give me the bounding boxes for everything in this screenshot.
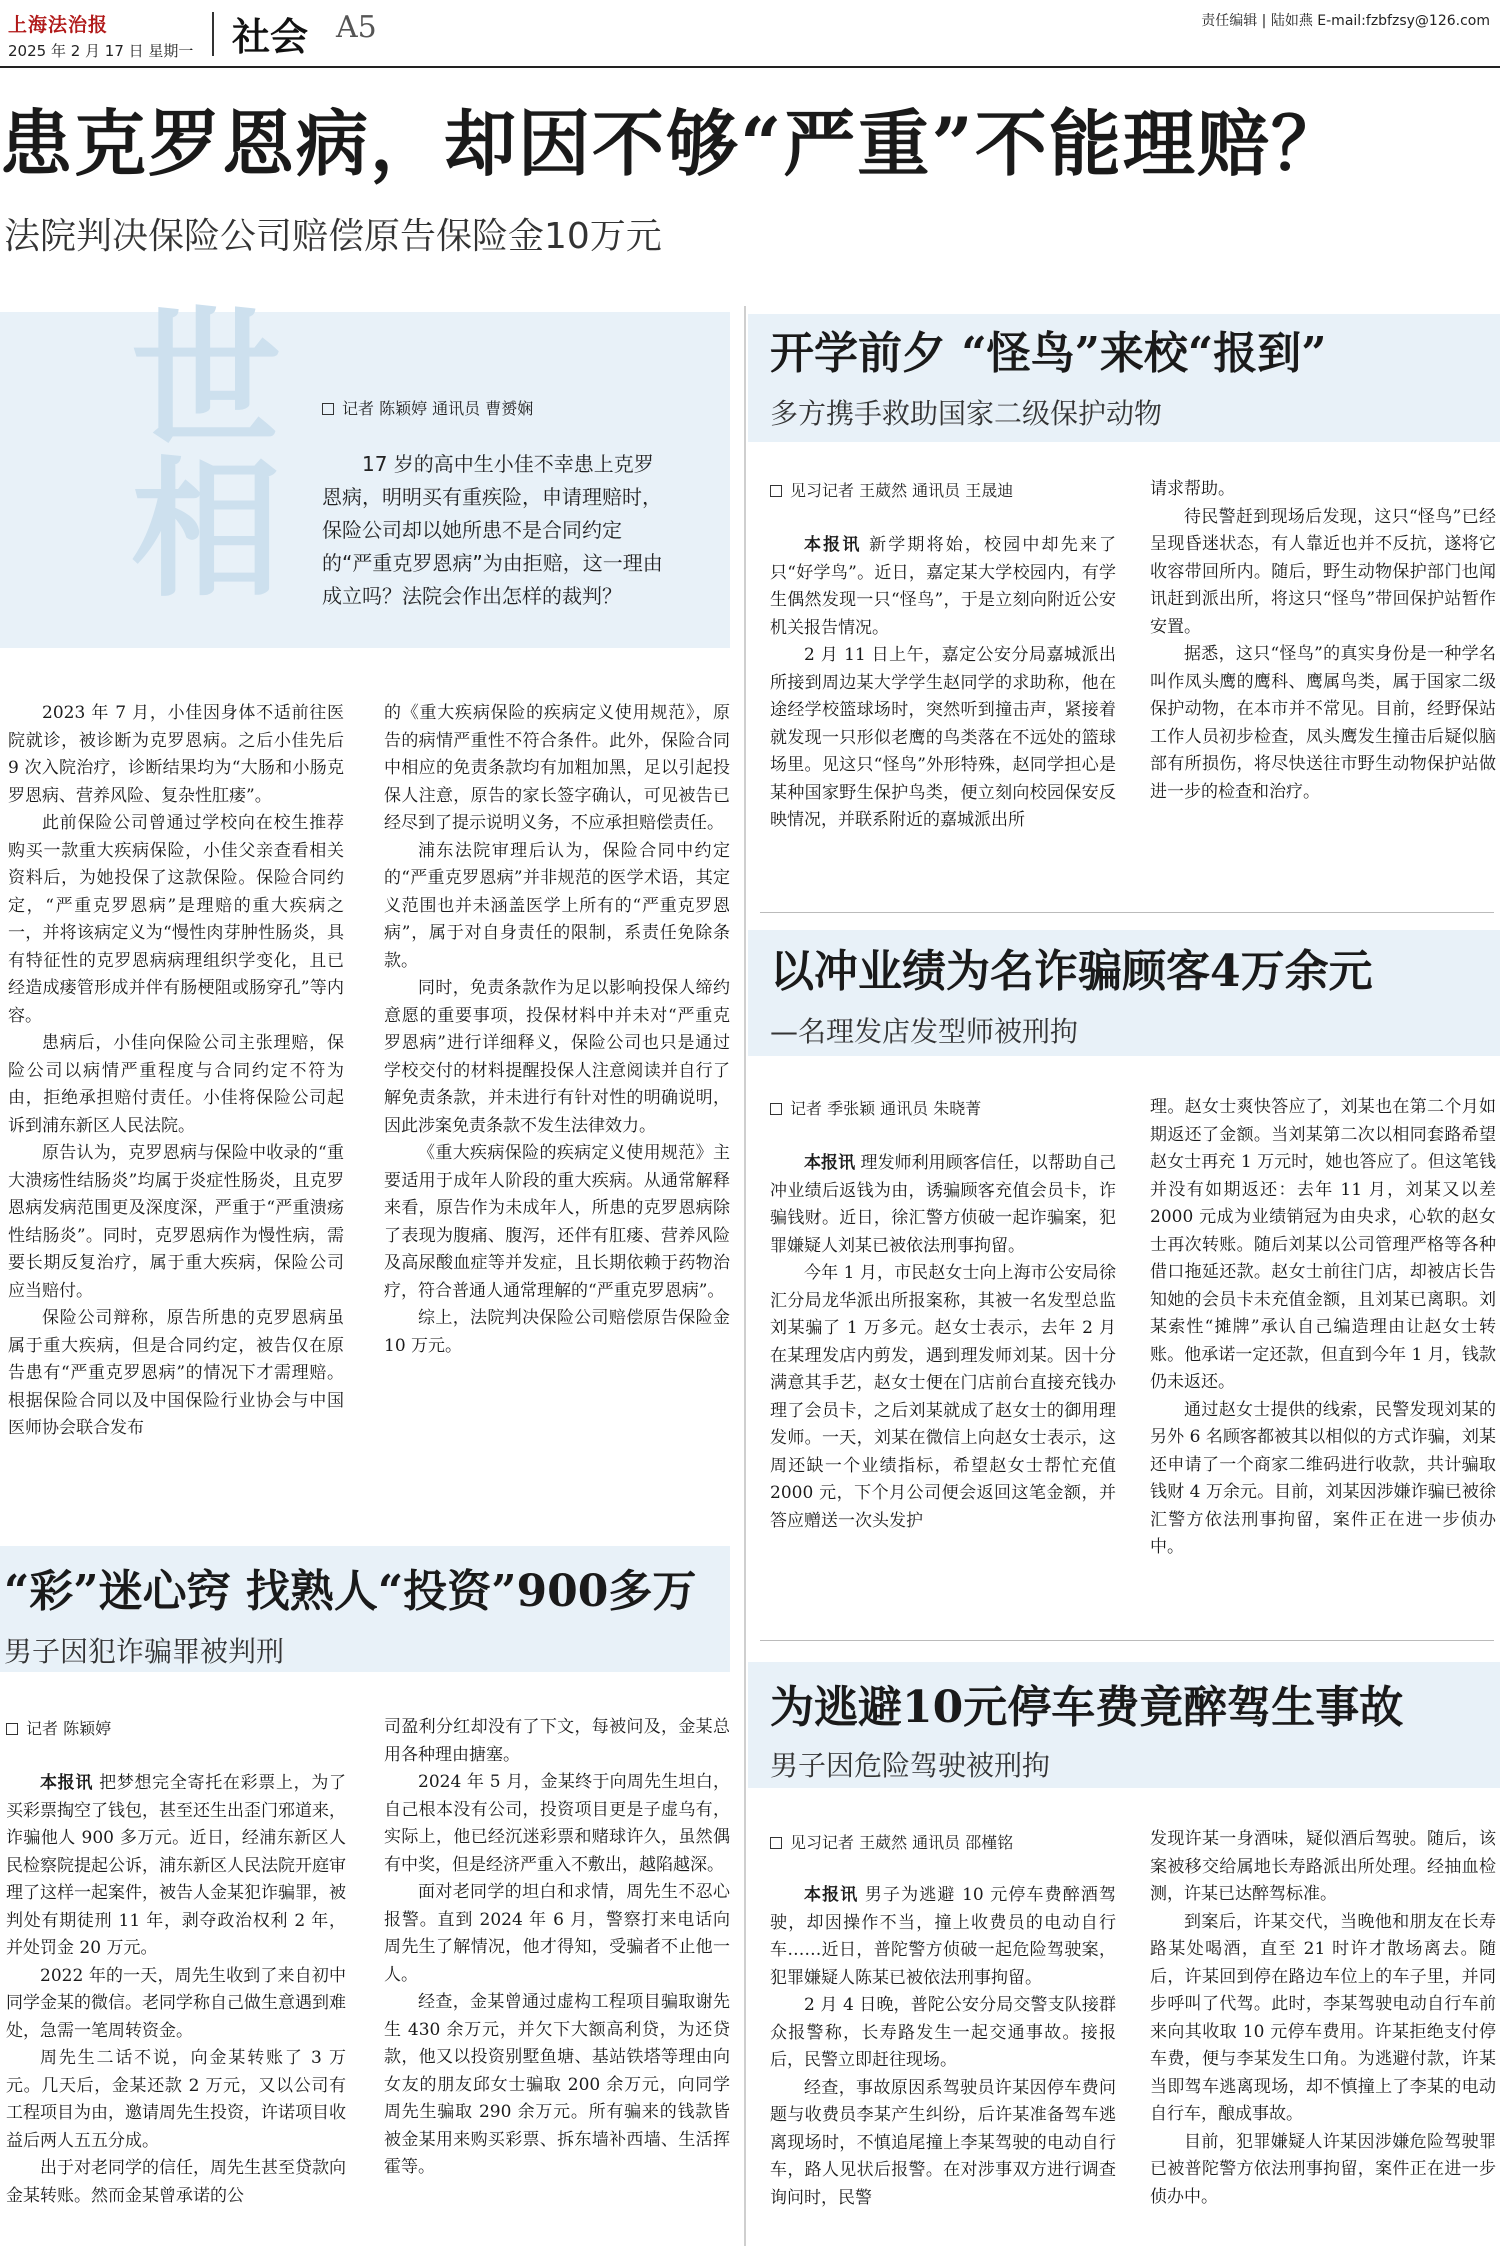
paragraph: 此前保险公司曾通过学校向在校生推荐购买一款重大疾病保险，小佳父亲查看相关资料后，为她投保了这款保险。保险合同约定，“严重克罗恩病”是理赔的重大疾病之一，并将该病定义为“慢性肉芽肿性肠炎，具有特征性的克罗恩病病理组织学变化，且已经造成瘘管形成并伴有肠梗阻或肠穿孔”等内容。 [8, 813, 344, 1026]
issue-date: 2025 年 2 月 17 日 星期一 [8, 42, 194, 60]
paragraph: 2 月 11 日上午，嘉定公安分局嘉城派出所接到周边某大学学生赵同学的求助称，他在途经学校篮球场时，突然听到撞击声，紧接着就发现一只形似老鹰的鸟类落在不远处的篮球场里。见这只“怪鸟”外形特殊，赵同学担心是某种国家野生保护鸟类，便立刻向校园保安反映情况，并联系附近的嘉城派出所 [770, 645, 1116, 830]
lottery-byline [6, 1716, 111, 1739]
paragraph: 患病后，小佳向保险公司主张理赔，保险公司以病情严重程度与合同约定不符为由，拒绝承担赔付责任。小佳将保险公司起诉到浦东新区人民法院。 [8, 1033, 344, 1136]
salon-headline: 以冲业绩为名诈骗顾客4万余元 [770, 946, 1373, 997]
paragraph: 通过赵女士提供的线索，民警发现刘某的另外 6 名顾客都被其以相似的方式诈骗，刘某还申请了一个商家二维码进行收款，共计骗取钱财 4 万余元。目前，刘某因涉嫌诈骗已被徐汇警方依法刑事拘留，案件正在进一步侦办中。 [1150, 1399, 1496, 1557]
paragraph: 面对老同学的坦白和求情，周先生不忍心报警。直到 2024 年 6 月，警察打来电话向周先生了解情况，他才得知，受骗者不止他一人。 [384, 1882, 730, 1985]
section-rule [760, 1640, 1494, 1641]
paragraph: 2023 年 7 月，小佳因身体不适前往医院就诊，被诊断为克罗恩病。之后小佳先后 9 次入院治疗，诊断结果均为“大肠和小肠克罗恩病、营养风险、复杂性肛瘘”。 [8, 703, 344, 806]
bird-subheadline: 多方携手救助国家二级保护动物 [770, 397, 1163, 430]
newspaper-logo: 上海法治报 [8, 14, 109, 36]
paragraph: 原告认为，克罗恩病与保险中收录的“重大溃疡性结肠炎”均属于炎症性肠炎，且克罗恩病发病范围更及深度深，严重于“严重溃疡性结肠炎”。同时，克罗恩病作为慢性病，需要长期反复治疗，属于重大疾病，保险公司应当赔付。 [8, 1143, 344, 1301]
paragraph: 保险公司辩称，原告所患的克罗恩病虽属于重大疾病，但是合同约定，被告仅在原告患有“严重克罗恩病”的情况下才需理赔。根据保险合同以及中国保险行业协会与中国医师协会联合发布 [8, 1308, 344, 1438]
paragraph: 2 月 4 日晚，普陀公安分局交警支队接群众报警称，长寿路发生一起交通事故。接报后，民警立即赶往现场。 [770, 1995, 1116, 2070]
parking-headline: 为逃避10元停车费竟醉驾生事故 [770, 1682, 1404, 1733]
top-rule [0, 66, 1500, 68]
dateline: 本报讯 [804, 1153, 856, 1173]
lottery-subheadline: 男子因犯诈骗罪被判刑 [4, 1635, 285, 1668]
bird-col2 [1150, 476, 1496, 806]
section-name: 社会 [232, 15, 309, 59]
paragraph: 的《重大疾病保险的疾病定义使用规范》，原告的病情严重性不符合条件。此外，保险合同中相应的免责条款均有加粗加黑，足以引起投保人注意，原告的家长签字确认，可见被告已经尽到了提示说明义务，不应承担赔偿责任。 [384, 703, 730, 833]
salon-byline [770, 1096, 981, 1119]
paragraph: 理。赵女士爽快答应了，刘某也在第二个月如期返还了金额。当刘某第二次以相同套路希望赵女士再充 1 万元时，她也答应了。但这笔钱并没有如期返还：去年 11 月，刘某又以差 2000 元成为业绩销冠为由央求，心软的赵女士再次转账。随后刘某以公司管理严格等各种借口拖延还款。赵女士前往门店，却被店长告知她的会员卡未充值金额，且刘某已离职。刘某索性“摊牌”承认自己编造理由让赵女士转账。他承诺一定还款，但直到今年 1 月，钱款仍未返还。 [1150, 1097, 1496, 1392]
paragraph: 周先生二话不说，向金某转账了 3 万元。几天后，金某还款 2 万元，又以公司有工程项目为由，邀请周先生投资，许诺项目收益后两人五五分成。 [6, 2048, 346, 2151]
paragraph: 发现许某一身酒味，疑似酒后驾驶。随后，该案被移交给属地长寿路派出所处理。经抽血检测，许某已达醉驾标准。 [1150, 1829, 1496, 1904]
parking-col2 [1150, 1826, 1496, 2211]
paragraph: 本报讯 男子为逃避 10 元停车费醉酒驾驶，却因操作不当，撞上收费员的电动自行车……近日，普陀警方侦破一起危险驾驶案，犯罪嫌疑人陈某已被依法刑事拘留。 [770, 1885, 1116, 1988]
paragraph: 本报讯 把梦想完全寄托在彩票上，为了买彩票掏空了钱包，甚至还生出歪门邪道来，诈骗他人 900 多万元。近日，经浦东新区人民检察院提起公诉，浦东新区人民法院开庭审理了这样一起案件，被告人金某犯诈骗罪，被判处有期徒刑 11 年，剥夺政治权利 2 年，并处罚金 20 万元。 [6, 1773, 347, 1958]
bird-byline [770, 478, 1013, 501]
dateline: 本报讯 [40, 1773, 94, 1793]
paragraph: 经查，事故原因系驾驶员许某因停车费问题与收费员李某产生纠纷，后许某准备驾车逃离现场时，不慎追尾撞上李某驾驶的电动自行车，路人见状后报警。在对涉事双方进行调查询问时，民警 [770, 2077, 1116, 2208]
page-number: A5 [336, 10, 377, 45]
paragraph: 司盈利分红却没有了下文，每被问及，金某总用各种理由搪塞。 [384, 1717, 730, 1765]
paragraph: 出于对老同学的信任，周先生甚至贷款向金某转账。然而金某曾承诺的公 [6, 2158, 346, 2206]
parking-col1 [770, 1882, 1116, 2212]
parking-byline-text: 见习记者 王葳然 通讯员 邵槿铭 [790, 1833, 1014, 1852]
byline-square-icon [322, 403, 334, 415]
main-subheadline: 法院判决保险公司赔偿原告保险金10万元 [4, 216, 662, 257]
paragraph: 浦东法院审理后认为，保险合同中约定的“严重克罗恩病”并非规范的医学术语，其定义范围也并未涵盖医学上所有的“严重克罗恩病”，属于对自身责任的限制，系责任免除条款。 [384, 840, 730, 971]
parking-subheadline: 男子因危险驾驶被刑拘 [770, 1749, 1051, 1782]
editor-info: 责任编辑 | 陆如燕 E-mail:fzbfzsy@126.com [1201, 13, 1490, 29]
dateline: 本报讯 [804, 1885, 859, 1905]
section-rule [760, 912, 1494, 913]
column-divider [744, 306, 746, 2246]
paragraph: 目前，犯罪嫌疑人许某因涉嫌危险驾驶罪已被普陀警方依法刑事拘留，案件正在进一步侦办中。 [1150, 2131, 1496, 2207]
byline-square-icon [770, 1837, 782, 1849]
byline-square-icon [6, 1723, 18, 1735]
bird-col1 [770, 532, 1116, 835]
paragraph: 本报讯 新学期将始，校园中却先来了只“好学鸟”。近日，嘉定某大学校园内，有学生偶然发现一只“怪鸟”，于是立刻向附近公安机关报告情况。 [770, 535, 1117, 638]
main-lead: 17 岁的高中生小佳不幸患上克罗恩病，明明买有重疾险，申请理赔时，保险公司却以她所患不是合同约定的“严重克罗恩病”为由拒赔，这一理由成立吗？法院会作出怎样的裁判？ [322, 452, 663, 608]
parking-byline [770, 1830, 1013, 1853]
column-art-title: 世相 [105, 300, 281, 600]
dateline: 本报讯 [804, 535, 862, 555]
masthead-divider [212, 12, 214, 56]
salon-byline-text: 记者 季张颖 通讯员 朱晓菁 [790, 1099, 982, 1118]
lottery-byline-text: 记者 陈颖婷 [26, 1719, 112, 1738]
salon-col2 [1150, 1094, 1496, 1562]
main-headline: 患克罗恩病，却因不够“严重”不能理赔？ [0, 101, 1345, 186]
paragraph: 2024 年 5 月，金某终于向周先生坦白，自己根本没有公司，投资项目更是子虚乌有，实际上，他已经沉迷彩票和赌球许久，虽然偶有中奖，但是经济严重入不敷出，越陷越深。 [384, 1772, 730, 1875]
paragraph: 本报讯 理发师利用顾客信任，以帮助自己冲业绩后返钱为由，诱骗顾客充值会员卡，诈骗钱财。近日，徐汇警方侦破一起诈骗案，犯罪嫌疑人刘某已被依法刑事拘留。 [770, 1153, 1117, 1256]
paragraph: 《重大疾病保险的疾病定义使用规范》主要适用于成年人阶段的重大疾病。从通常解释来看，原告作为未成年人，所患的克罗恩病除了表现为腹痛、腹泻，还伴有肛瘘、营养风险及高尿酸血症等并发症，且长期依赖于药物治疗，符合普通人通常理解的“严重克罗恩病”。 [384, 1143, 730, 1301]
salon-subheadline: —名理发店发型师被刑拘 [770, 1015, 1079, 1048]
paragraph: 经查，金某曾通过虚构工程项目骗取谢先生 430 余万元，并欠下大额高利贷，为还贷款，他又以投资别墅鱼塘、基站铁塔等理由向女友的朋友邱女士骗取 200 余万元，向同学周先生骗取 290 余万元。所有骗来的钱款皆被金某用来购买彩票、拆东墙补西墙、生活挥霍等。 [384, 1992, 730, 2177]
paragraph: 今年 1 月，市民赵女士向上海市公安局徐汇分局龙华派出所报案称，其被一名发型总监刘某骗了 1 万多元。赵女士表示，去年 2 月在某理发店内剪发，遇到理发师刘某。因十分满意其手艺，赵女士便在门店前台直接充钱办理了会员卡，之后刘某就成了赵女士的御用理发师。一天，刘某在微信上向赵女士表示，这周还缺一个业绩指标，希望赵女士帮忙充值 2000 元，下个月公司便会返回这笔金额，并答应赠送一次头发护 [770, 1263, 1116, 1531]
paragraph: 到案后，许某交代，当晚他和朋友在长寿路某处喝酒，直至 21 时许才散场离去。随后，许某回到停在路边车位上的车子里，并同步呼叫了代驾。此时，李某驾驶电动自行车前来向其收取 10 元停车费用。许某拒绝支付停车费，便与李某发生口角。为逃避付款，许某当即驾车逃离现场，却不慎撞上了李某的电动自行车，酿成事故。 [1150, 1911, 1496, 2124]
lottery-col2 [384, 1714, 730, 2182]
main-article-col2 [384, 700, 730, 1360]
lottery-col1 [6, 1770, 346, 2210]
lottery-headline: “彩”迷心窍 找熟人“投资”900多万 [4, 1566, 697, 1617]
main-article-col1 [8, 700, 344, 1443]
bird-headline: 开学前夕 “怪鸟”来校“报到” [770, 328, 1327, 379]
bird-byline-text: 见习记者 王葳然 通讯员 王晟迪 [790, 481, 1014, 500]
byline-square-icon [770, 485, 782, 497]
byline-square-icon [770, 1103, 782, 1115]
salon-col1 [770, 1150, 1116, 1535]
paragraph: 待民警赶到现场后发现，这只“怪鸟”已经呈现昏迷状态，有人靠近也并不反抗，遂将它收容带回所内。随后，野生动物保护部门也闻讯赶到派出所，将这只“怪鸟”带回保护站暂作安置。 [1150, 506, 1496, 637]
main-byline [322, 396, 533, 419]
paragraph: 同时，免责条款作为足以影响投保人缔约意愿的重要事项，投保材料中并未对“严重克罗恩病”进行详细释义，保险公司也只是通过学校交付的材料提醒投保人注意阅读并自行了解免责条款，并未进行有针对性的明确说明，因此涉案免责条款不发生法律效力。 [384, 978, 730, 1136]
main-byline-text: 记者 陈颖婷 通讯员 曹赟娴 [342, 399, 534, 418]
paragraph: 据悉，这只“怪鸟”的真实身份是一种学名叫作凤头鹰的鹰科、鹰属鸟类，属于国家二级保护动物，在本市并不常见。目前，经野保站工作人员初步检查，凤头鹰发生撞击后疑似脑部有所损伤，将尽快送往市野生动物保护站做进一步的检查和治疗。 [1150, 644, 1496, 802]
paragraph: 2022 年的一天，周先生收到了来自初中同学金某的微信。老同学称自己做生意遇到难处，急需一笔周转资金。 [6, 1965, 346, 2041]
paragraph: 综上，法院判决保险公司赔偿原告保险金 10 万元。 [384, 1308, 730, 1356]
paragraph: 请求帮助。 [1150, 479, 1235, 499]
